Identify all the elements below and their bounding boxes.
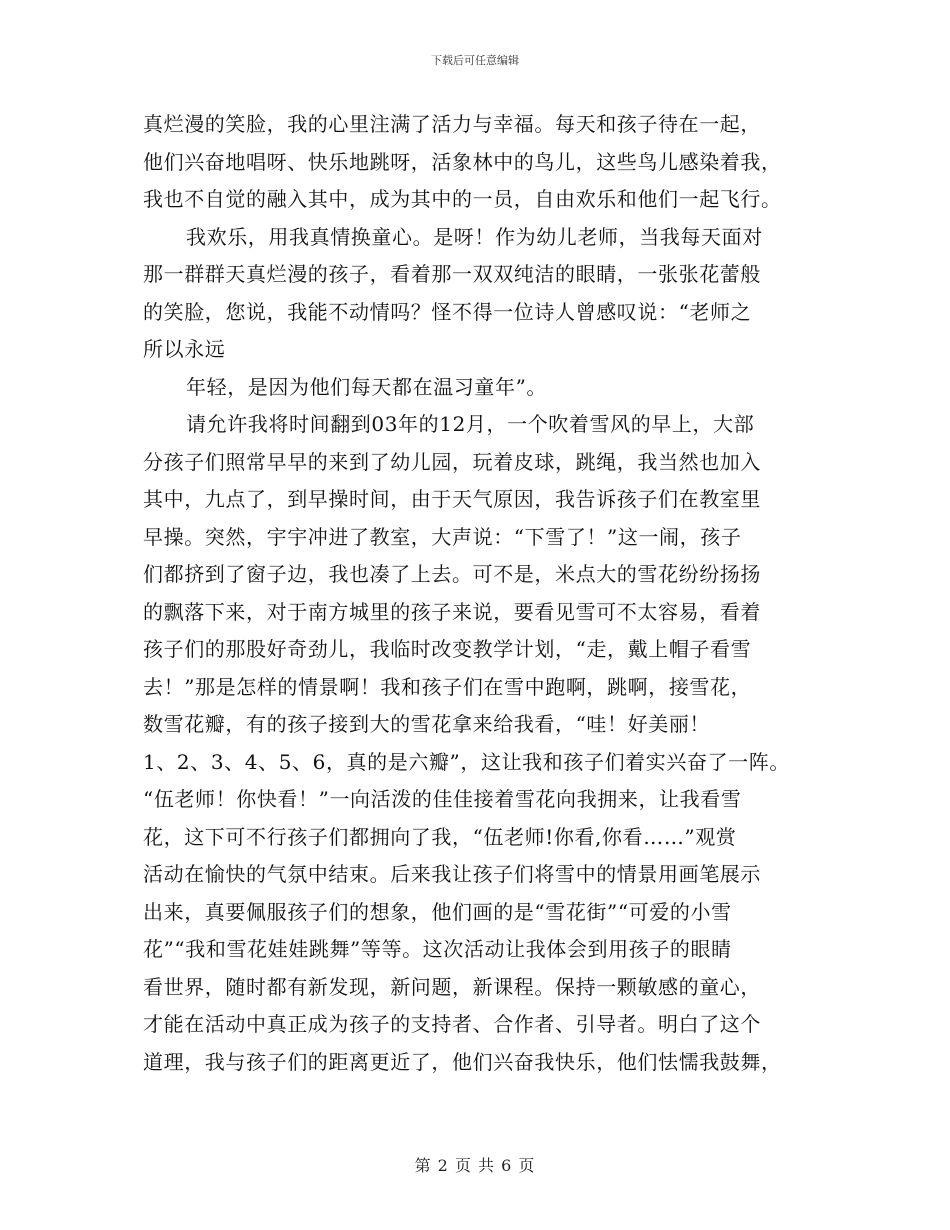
text-line: 所以永远 [143, 337, 226, 361]
text-line: 出来，真要佩服孩子们的想象，他们画的是“雪花街”“可爱的小雪 [143, 899, 732, 924]
document-body [143, 106, 823, 1081]
text-line: 花，这下可不行孩子们都拥向了我，“伍老师!你看,你看……”观赏 [143, 824, 737, 849]
text-line: 活动在愉快的气氛中结束。后来我让孩子们将雪中的情景用画笔展示 [143, 862, 761, 886]
text-line: 们都挤到了窗子边，我也凑了上去。可不是，米点大的雪花纷纷扬扬 [143, 562, 761, 586]
text-line: 去！”那是怎样的情景啊！我和孩子们在雪中跑啊，跳啊，接雪花， [143, 674, 752, 699]
text-line: 那一群群天真烂漫的孩子，看着那一双双纯洁的眼睛，一张张花蕾般 [143, 262, 761, 286]
text-line: 孩子们的那股好奇劲儿，我临时改变教学计划，“走，戴上帽子看雪 [143, 637, 752, 661]
text-line: 分孩子们照常早早的来到了幼儿园，玩着皮球，跳绳，我当然也加入 [143, 449, 761, 474]
text-line: 才能在活动中真正成为孩子的支持者、合作者、引导者。明白了这个 [143, 1012, 761, 1036]
text-line: 道理，我与孩子们的距离更近了，他们兴奋我快乐，他们怯懦我鼓舞， [143, 1049, 782, 1074]
text-line: 请允许我将时间翻到03年的12月，一个吹着雪风的早上，大部 [186, 412, 755, 436]
text-line: 他们兴奋地唱呀、快乐地跳呀，活象林中的鸟儿，这些鸟儿感染着我， [143, 149, 782, 174]
text-line: 1、2、3、4、5、6，真的是六瓣”，这让我和孩子们着实兴奋了一阵。 [143, 749, 790, 774]
text-line: 花”“我和雪花娃娃跳舞”等等。这次活动让我体会到用孩子的眼睛 [143, 937, 732, 961]
text-line: 我也不自觉的融入其中，成为其中的一员，自由欢乐和他们一起飞行。 [143, 187, 782, 211]
page-header: 下载后可任意编辑 [431, 54, 519, 67]
text-line: 看世界，随时都有新发现，新问题，新课程。保持一颗敏感的童心， [143, 974, 761, 999]
page-number-footer: 第 2 页 共 6 页 [414, 1156, 536, 1175]
text-line: 的飘落下来，对于南方城里的孩子来说，要看见雪可不太容易，看着 [143, 599, 761, 624]
text-line: 其中，九点了，到早操时间，由于天气原因，我告诉孩子们在教室里 [143, 487, 761, 511]
text-line: “伍老师！你快看！”一向活泼的佳佳接着雪花向我拥来，让我看雪 [143, 787, 742, 811]
text-line: 真烂漫的笑脸，我的心里注满了活力与幸福。每天和孩子待在一起， [143, 112, 761, 136]
text-line: 年轻，是因为他们每天都在温习童年”。 [186, 374, 548, 399]
text-line: 我欢乐，用我真情换童心。是呀！作为幼儿老师，当我每天面对 [186, 224, 763, 249]
text-line: 早操。突然，宇宇冲进了教室，大声说：“下雪了！”这一闹，孩子 [143, 524, 742, 549]
text-line: 数雪花瓣，有的孩子接到大的雪花拿来给我看，“哇！好美丽！ [143, 712, 711, 736]
text-line: 的笑脸，您说，我能不动情吗？怪不得一位诗人曾感叹说：“老师之 [143, 299, 752, 324]
